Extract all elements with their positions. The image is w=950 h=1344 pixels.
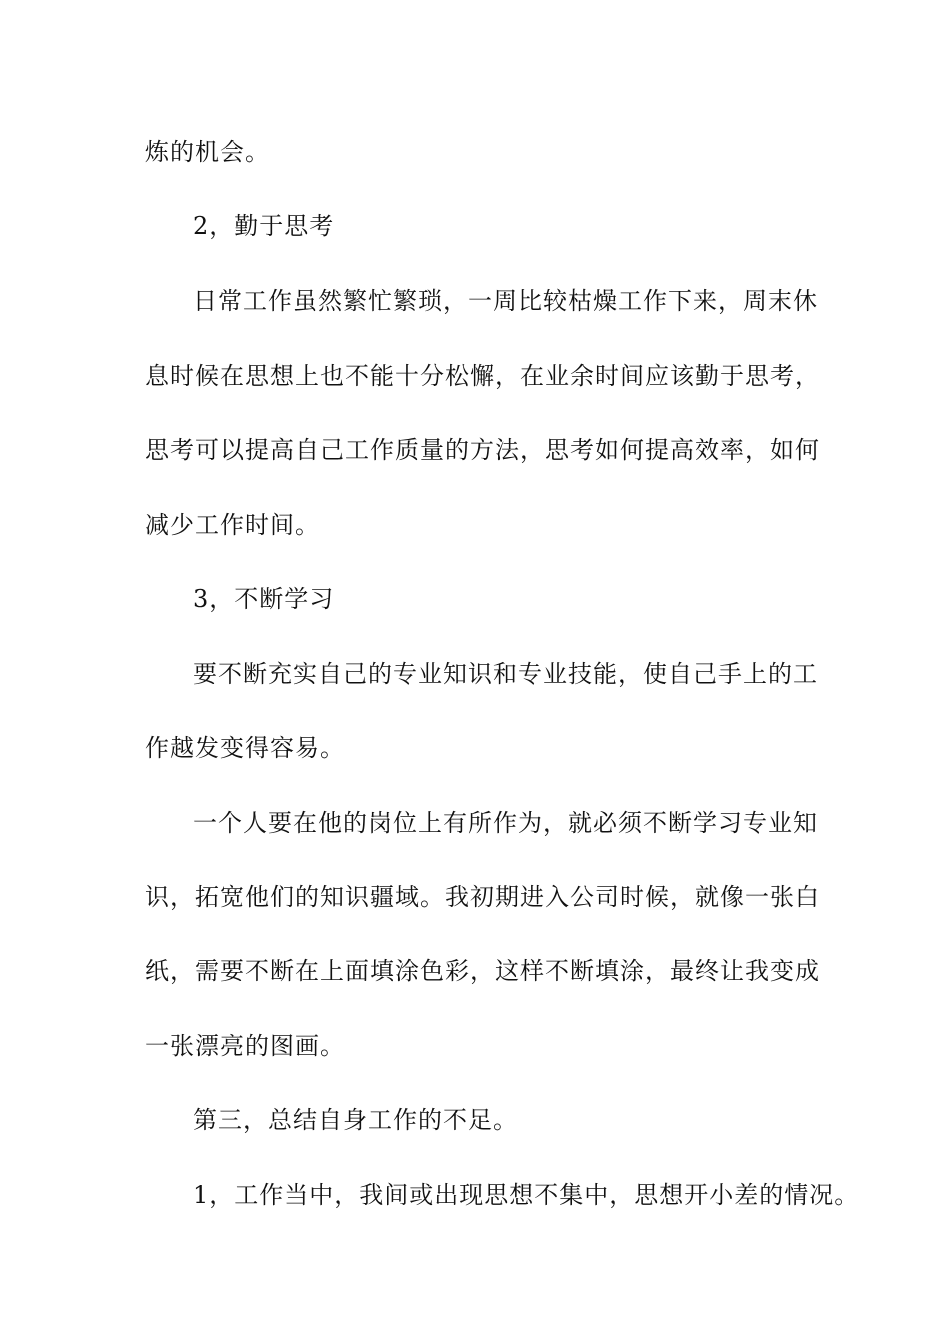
- paragraph-line: 1，工作当中，我间或出现思想不集中，思想开小差的情况。: [193, 1181, 860, 1209]
- paragraph-line: 纸，需要不断在上面填涂色彩，这样不断填涂，最终让我变成: [145, 957, 820, 985]
- paragraph-line: 识，拓宽他们的知识疆域。我初期进入公司时候，就像一张白: [145, 883, 820, 911]
- paragraph-line: 日常工作虽然繁忙繁琐，一周比较枯燥工作下来，周末休: [193, 287, 818, 315]
- paragraph-line: 作越发变得容易。: [145, 734, 345, 762]
- section-heading: 2，勤于思考: [193, 212, 335, 240]
- paragraph-line: 一张漂亮的图画。: [145, 1032, 345, 1060]
- paragraph-line: 炼的机会。: [145, 138, 270, 166]
- paragraph-line: 要不断充实自己的专业知识和专业技能，使自己手上的工: [193, 660, 818, 688]
- paragraph-line: 息时候在思想上也不能十分松懈，在业余时间应该勤于思考，: [145, 362, 820, 390]
- paragraph-line: 思考可以提高自己工作质量的方法，思考如何提高效率，如何: [145, 436, 820, 464]
- paragraph-line: 减少工作时间。: [145, 511, 320, 539]
- section-heading: 3，不断学习: [193, 585, 335, 613]
- section-heading: 第三，总结自身工作的不足。: [193, 1106, 518, 1134]
- paragraph-line: 一个人要在他的岗位上有所作为，就必须不断学习专业知: [193, 809, 818, 837]
